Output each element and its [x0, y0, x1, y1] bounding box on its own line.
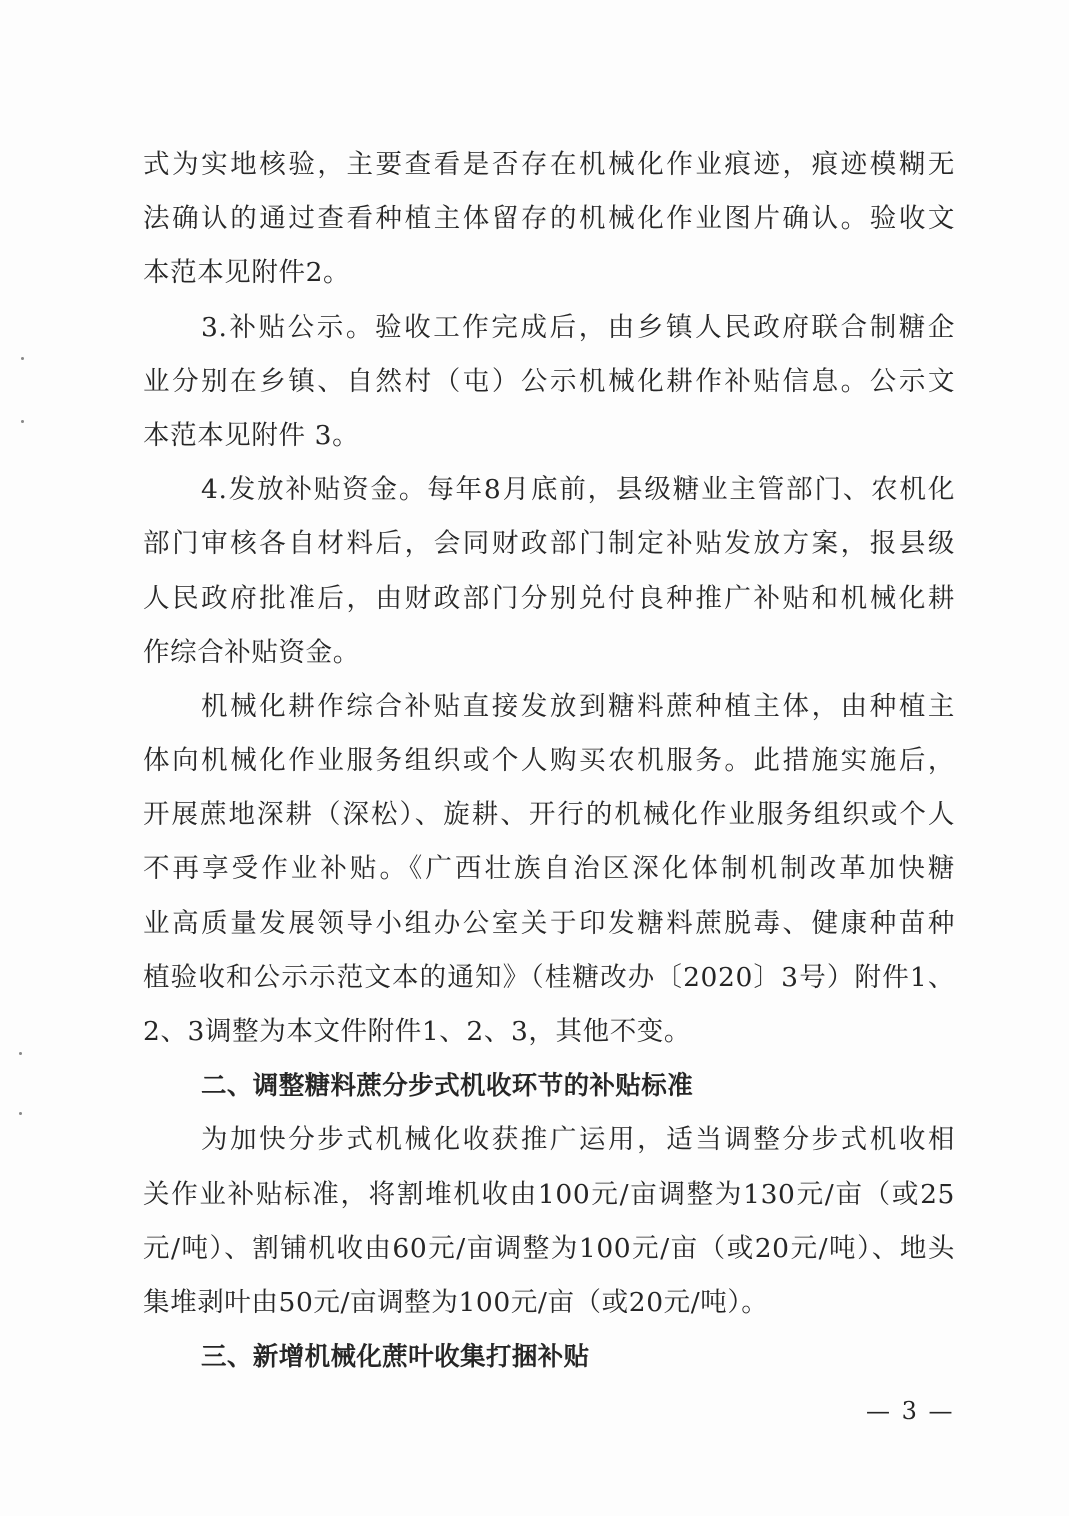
body-line: 作综合补贴资金。: [143, 636, 360, 668]
body-line: 2、3调整为本文件附件1、2、3，其他不变。: [143, 1016, 692, 1047]
body-line: 人民政府批准后，由财政部门分别兑付良种推广补贴和机械化耕: [143, 582, 955, 614]
body-line: 本范本见附件 3。: [143, 419, 360, 451]
document-body: [143, 138, 955, 1384]
scan-speck: [19, 1052, 22, 1055]
page-number: — 3 —: [866, 1397, 955, 1425]
body-line: 元/吨）、割铺机收由60元/亩调整为100元/亩（或20元/吨）、地头: [143, 1232, 955, 1264]
section-heading: 三、新增机械化蔗叶收集打捆补贴: [201, 1342, 590, 1373]
body-line: 关作业补贴标准，将割堆机收由100元/亩调整为130元/亩（或25: [143, 1178, 955, 1210]
body-line: 部门审核各自材料后，会同财政部门制定补贴发放方案，报县级: [143, 528, 955, 560]
body-line: 业高质量发展领导小组办公室关于印发糖料蔗脱毒、健康种苗种: [143, 907, 955, 939]
body-line: 集堆剥叶由50元/亩调整为100元/亩（或20元/吨）。: [143, 1286, 769, 1318]
body-line: 开展蔗地深耕（深松）、旋耕、开行的机械化作业服务组织或个人: [143, 799, 955, 831]
body-line: 为加快分步式机械化收获推广运用，适当调整分步式机收相: [201, 1124, 955, 1156]
body-line: 本范本见附件2。: [143, 257, 351, 289]
scan-speck: [21, 357, 24, 360]
body-line: 机械化耕作综合补贴直接发放到糖料蔗种植主体，由种植主: [201, 690, 955, 722]
body-line: 业分别在乡镇、自然村（屯）公示机械化耕作补贴信息。公示文: [143, 365, 955, 397]
body-line: 植验收和公示示范文本的通知》（桂糖改办〔2020〕3号）附件1、: [143, 961, 955, 993]
body-line: 式为实地核验，主要查看是否存在机械化作业痕迹，痕迹模糊无: [143, 149, 955, 180]
body-line: 法确认的通过查看种植主体留存的机械化作业图片确认。验收文: [143, 203, 955, 235]
scan-speck: [21, 420, 24, 423]
scan-speck: [19, 1112, 22, 1115]
body-line: 3.补贴公示。验收工作完成后，由乡镇人民政府联合制糖企: [201, 311, 955, 343]
section-heading: 二、调整糖料蔗分步式机收环节的补贴标准: [201, 1071, 694, 1102]
body-line: 不再享受作业补贴。《广西壮族自治区深化体制机制改革加快糖: [143, 853, 955, 885]
body-line: 体向机械化作业服务组织或个人购买农机服务。此措施实施后，: [143, 745, 955, 777]
body-line: 4.发放补贴资金。每年8月底前，县级糖业主管部门、农机化: [201, 474, 955, 506]
